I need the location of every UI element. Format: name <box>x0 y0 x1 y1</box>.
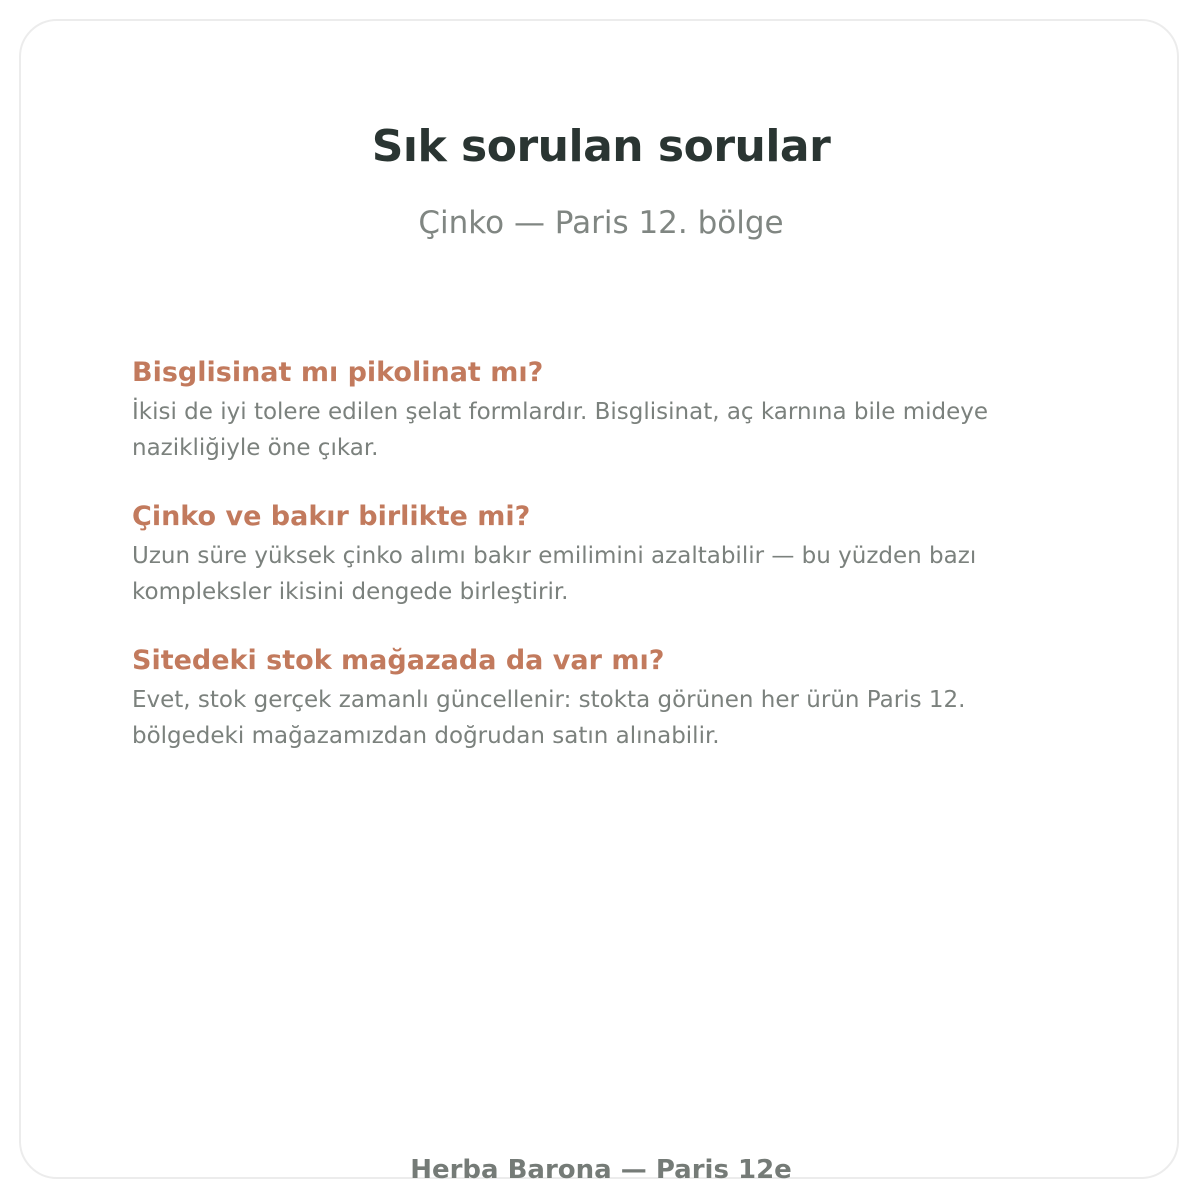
faq-item <box>132 354 1072 466</box>
faq-question: Sitedeki stok mağazada da var mı? <box>132 645 665 676</box>
faq-item <box>132 642 1072 754</box>
faq-item <box>132 498 1072 610</box>
faq-answer: Uzun süre yüksek çinko alımı bakır emilimini azaltabilir — bu yüzden bazı kompleksler ikisini dengede birleştirir. <box>132 543 977 605</box>
faq-answer: Evet, stok gerçek zamanlı güncellenir: stokta görünen her ürün Paris 12. bölgedeki mağazamızdan doğrudan satın alınabilir. <box>132 687 966 749</box>
page-subtitle: Çinko — Paris 12. bölge <box>418 205 784 241</box>
faq-question: Çinko ve bakır birlikte mi? <box>132 501 531 532</box>
footer-brand: Herba Barona — Paris 12e <box>410 1155 792 1185</box>
faq-card <box>19 19 1179 1185</box>
faq-list <box>132 354 1072 786</box>
faq-answer: İkisi de iyi tolere edilen şelat formlardır. Bisglisinat, aç karnına bile mideye nazikliğiyle öne çıkar. <box>132 399 989 461</box>
faq-question: Bisglisinat mı pikolinat mı? <box>132 357 544 388</box>
page-title: Sık sorulan sorular <box>371 121 831 172</box>
